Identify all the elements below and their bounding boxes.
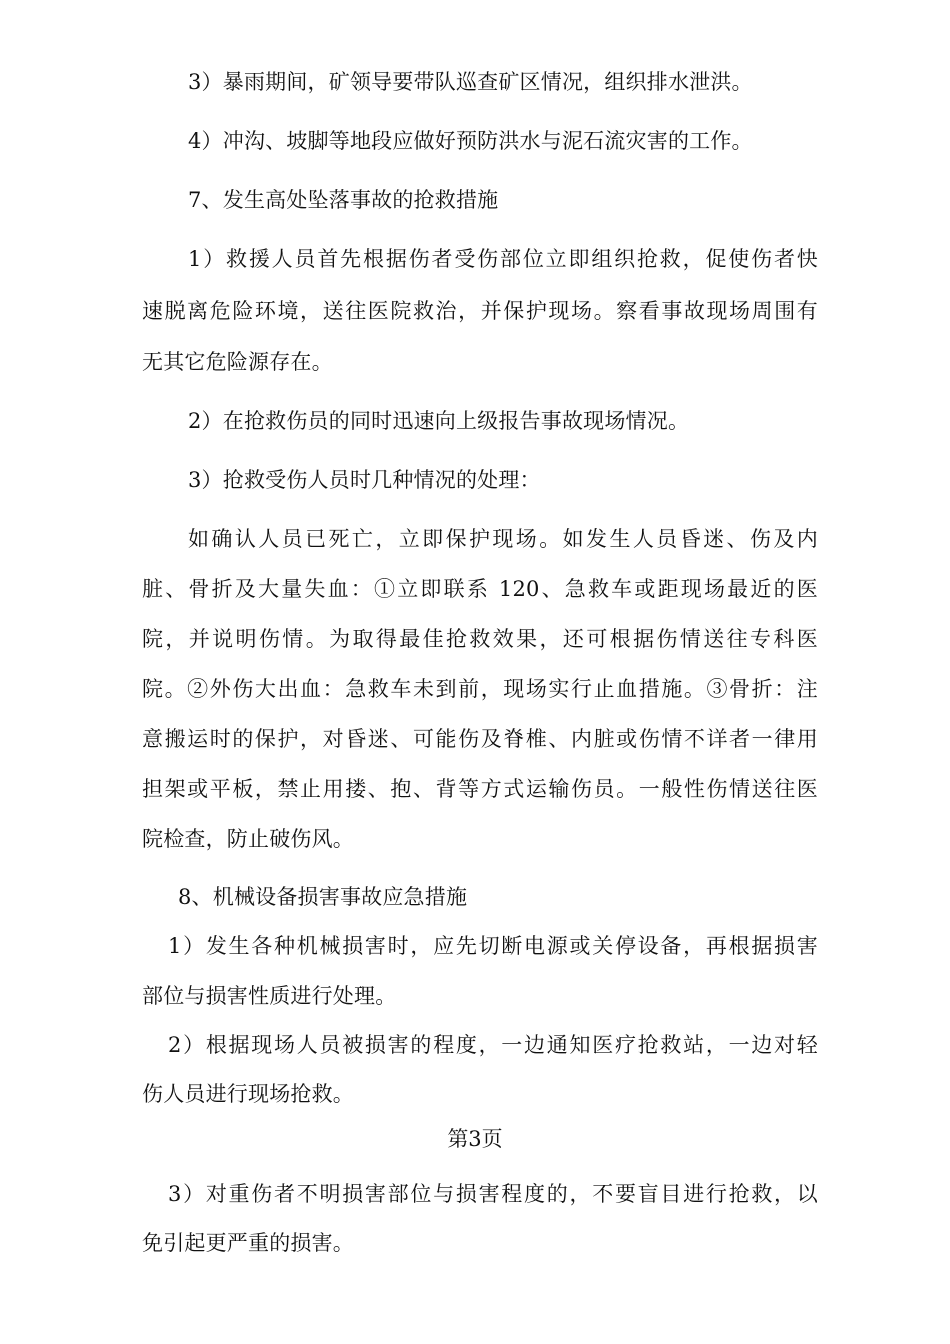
- page-number: 第3页: [447, 1127, 503, 1151]
- paragraph-line: 脏、骨折及大量失血：①立即联系 120、急救车或距现场最近的医: [142, 577, 818, 601]
- paragraph-line: 速脱离危险环境，送往医院救治，并保护现场。察看事故现场周围有: [142, 299, 818, 323]
- paragraph-line: 如确认人员已死亡，立即保护现场。如发生人员昏迷、伤及内: [188, 527, 818, 551]
- paragraph-line: 3）抢救受伤人员时几种情况的处理：: [188, 468, 541, 492]
- paragraph-line: 3）对重伤者不明损害部位与损害程度的，不要盲目进行抢救，以: [168, 1182, 818, 1206]
- paragraph-line: 院。②外伤大出血：急救车未到前，现场实行止血措施。③骨折：注: [142, 677, 818, 701]
- paragraph-line: 3）暴雨期间，矿领导要带队巡查矿区情况，组织排水泄洪。: [188, 70, 753, 94]
- paragraph-line: 4）冲沟、坡脚等地段应做好预防洪水与泥石流灾害的工作。: [188, 129, 753, 153]
- paragraph-line: 免引起更严重的损害。: [142, 1231, 354, 1255]
- paragraph-line: 无其它危险源存在。: [142, 350, 333, 374]
- paragraph-line: 院，并说明伤情。为取得最佳抢救效果，还可根据伤情送往专科医: [142, 627, 818, 651]
- paragraph-line: 意搬运时的保护，对昏迷、可能伤及脊椎、内脏或伤情不详者一律用: [142, 727, 818, 751]
- paragraph-line: 1）发生各种机械损害时，应先切断电源或关停设备，再根据损害: [168, 934, 818, 958]
- paragraph-line: 伤人员进行现场抢救。: [142, 1082, 354, 1106]
- section-heading: 8、机械设备损害事故应急措施: [178, 885, 468, 909]
- paragraph-line: 2）在抢救伤员的同时迅速向上级报告事故现场情况。: [188, 409, 690, 433]
- paragraph-line: 部位与损害性质进行处理。: [142, 984, 397, 1008]
- paragraph-line: 2）根据现场人员被损害的程度，一边通知医疗抢救站，一边对轻: [168, 1033, 818, 1057]
- paragraph-line: 院检查，防止破伤风。: [142, 827, 354, 851]
- section-heading: 7、发生高处坠落事故的抢救措施: [188, 188, 499, 212]
- paragraph-line: 1）救援人员首先根据伤者受伤部位立即组织抢救，促使伤者快: [188, 247, 818, 271]
- paragraph-line: 担架或平板，禁止用搂、抱、背等方式运输伤员。一般性伤情送往医: [142, 777, 818, 801]
